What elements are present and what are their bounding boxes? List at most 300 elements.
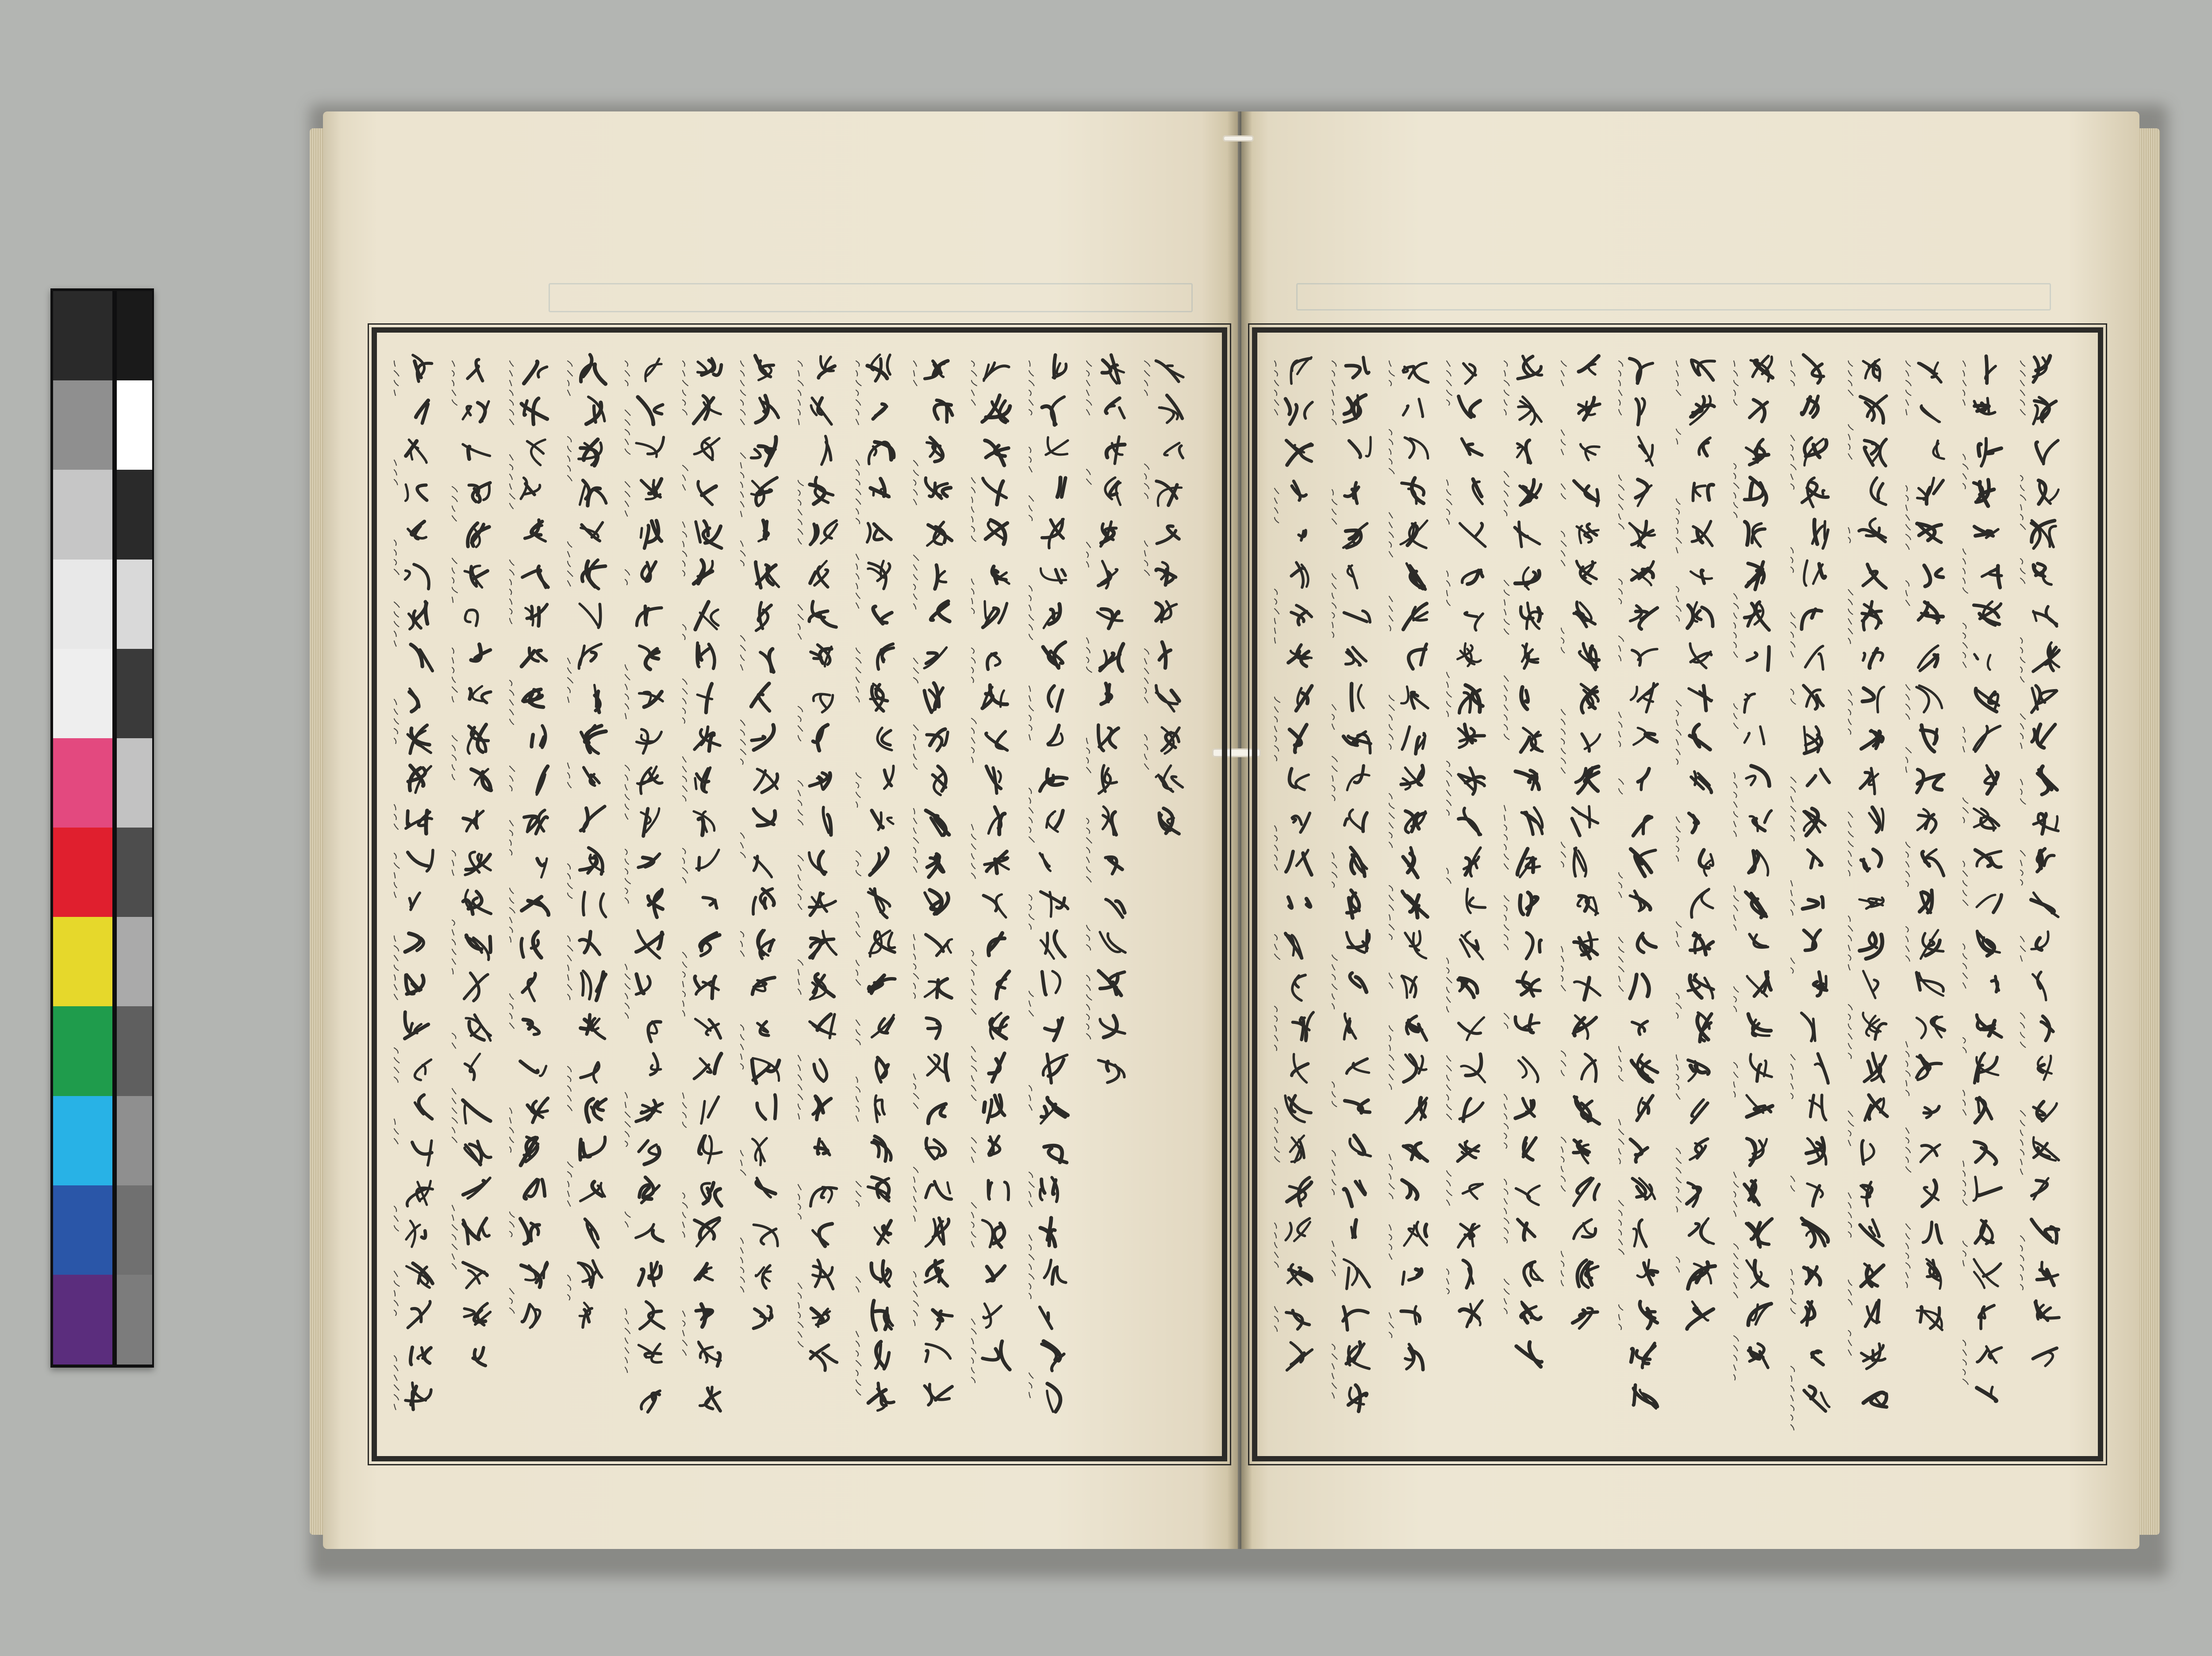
- brush-glyph: [978, 1173, 1015, 1210]
- furigana-reading: [566, 1160, 574, 1218]
- brush-glyph: [1912, 967, 1949, 1004]
- furigana-reading: [1961, 859, 1969, 915]
- furigana-reading: [566, 359, 574, 403]
- furigana-reading: [392, 934, 400, 1007]
- brush-glyph: [920, 391, 957, 429]
- brush-glyph: [1912, 1008, 1949, 1046]
- brush-glyph: [862, 350, 899, 387]
- furigana-reading: [2019, 1109, 2027, 1182]
- furigana-reading: [1502, 674, 1510, 743]
- furigana-reading: [1674, 1255, 1682, 1284]
- furigana-reading: [1559, 708, 1567, 782]
- brush-glyph: [747, 762, 784, 799]
- brush-glyph: [2027, 638, 2064, 675]
- brush-glyph: [1281, 1132, 1318, 1169]
- brush-glyph: [689, 721, 726, 758]
- brush-glyph: [1740, 391, 1777, 429]
- brush-glyph: [1912, 597, 1949, 634]
- brush-glyph: [862, 391, 899, 429]
- furigana-reading: [1330, 755, 1338, 809]
- furigana-reading: [1904, 1126, 1912, 1177]
- grey-patch: [117, 1096, 152, 1186]
- brush-glyph: [1797, 1132, 1834, 1169]
- brush-glyph: [804, 1008, 841, 1046]
- furigana-reading: [1502, 1092, 1510, 1157]
- brush-glyph: [1510, 1214, 1548, 1251]
- text-column: [1502, 350, 1555, 1430]
- furigana-reading: [1674, 1053, 1682, 1109]
- brush-glyph: [1855, 1214, 1892, 1251]
- brush-glyph: [574, 679, 611, 717]
- brush-glyph: [1093, 597, 1130, 634]
- brush-glyph: [1453, 885, 1490, 922]
- brush-glyph: [1969, 885, 2006, 922]
- furigana-reading: [2019, 849, 2027, 895]
- brush-glyph: [516, 1296, 553, 1334]
- furigana-reading: [1085, 816, 1093, 890]
- brush-glyph: [1567, 1132, 1605, 1169]
- furigana-reading: [1904, 1222, 1912, 1296]
- brush-glyph: [804, 1091, 841, 1128]
- grey-patch: [117, 1006, 152, 1096]
- brush-glyph: [2027, 391, 2064, 429]
- furigana-reading: [1273, 359, 1281, 419]
- brush-glyph: [1567, 844, 1605, 881]
- brush-glyph: [1625, 803, 1662, 840]
- brush-glyph: [1912, 638, 1949, 675]
- brush-glyph: [1625, 844, 1662, 881]
- brush-glyph: [747, 350, 784, 387]
- furigana-reading: [1273, 824, 1281, 876]
- brush-glyph: [1395, 1214, 1432, 1251]
- brush-glyph: [1567, 556, 1605, 593]
- grey-patch: [117, 560, 152, 649]
- brush-glyph: [747, 597, 784, 634]
- brush-glyph: [978, 762, 1015, 799]
- brush-glyph: [1855, 885, 1892, 922]
- color-patch: [53, 649, 112, 739]
- furigana-reading: [508, 453, 516, 521]
- brush-glyph: [1855, 391, 1892, 429]
- brush-glyph: [574, 1255, 611, 1292]
- brush-glyph: [978, 1091, 1015, 1128]
- furigana-reading: [1789, 611, 1797, 664]
- brush-glyph: [1281, 391, 1318, 429]
- brush-glyph: [574, 885, 611, 922]
- brush-glyph: [458, 1296, 495, 1334]
- brush-glyph: [1912, 885, 1949, 922]
- brush-glyph: [804, 762, 841, 799]
- brush-glyph: [1510, 638, 1548, 675]
- brush-glyph: [400, 1173, 438, 1210]
- brush-glyph: [689, 556, 726, 593]
- text-column: [450, 350, 503, 1430]
- brush-glyph: [400, 1214, 438, 1251]
- brush-glyph: [747, 515, 784, 552]
- brush-glyph: [747, 679, 784, 717]
- color-reference-target: [50, 288, 154, 1368]
- brush-glyph: [689, 391, 726, 429]
- brush-glyph: [1035, 844, 1072, 881]
- brush-glyph: [2027, 844, 2064, 881]
- brush-glyph: [1969, 391, 2006, 429]
- brush-glyph: [1625, 926, 1662, 963]
- brush-glyph: [1797, 1255, 1834, 1292]
- brush-glyph: [804, 1338, 841, 1375]
- furigana-reading: [1674, 359, 1682, 402]
- brush-glyph: [2027, 679, 2064, 717]
- brush-glyph: [862, 1091, 899, 1128]
- brush-glyph: [1740, 967, 1777, 1004]
- brush-glyph: [862, 1338, 899, 1375]
- furigana-reading: [912, 1270, 920, 1336]
- brush-glyph: [458, 1008, 495, 1046]
- brush-glyph: [574, 515, 611, 552]
- furigana-reading: [796, 1281, 804, 1353]
- brush-glyph: [804, 844, 841, 881]
- text-column: [566, 350, 619, 1430]
- brush-glyph: [1395, 1338, 1432, 1375]
- furigana-reading: [623, 763, 631, 826]
- brush-glyph: [1035, 803, 1072, 840]
- furigana-reading: [796, 779, 804, 834]
- brush-glyph: [747, 885, 784, 922]
- text-column: [623, 350, 676, 1430]
- brush-glyph: [1281, 1050, 1318, 1087]
- brush-glyph: [862, 803, 899, 840]
- brush-glyph: [1510, 1050, 1548, 1087]
- brush-glyph: [400, 597, 438, 634]
- brush-glyph: [400, 721, 438, 758]
- brush-glyph: [747, 474, 784, 511]
- brush-glyph: [1912, 556, 1949, 593]
- brush-glyph: [804, 803, 841, 840]
- brush-glyph: [400, 803, 438, 840]
- brush-glyph: [516, 967, 553, 1004]
- brush-glyph: [1682, 391, 1720, 429]
- brush-glyph: [689, 967, 726, 1004]
- brush-glyph: [1510, 1132, 1548, 1169]
- furigana-reading: [1387, 511, 1395, 560]
- brush-glyph: [1969, 1379, 2006, 1416]
- brush-glyph: [1682, 1296, 1720, 1334]
- brush-glyph: [1625, 556, 1662, 593]
- brush-glyph: [978, 803, 1015, 840]
- color-patch: [53, 828, 112, 917]
- brush-glyph: [2027, 433, 2064, 470]
- brush-glyph: [804, 1214, 841, 1251]
- brush-glyph: [1453, 556, 1490, 593]
- text-column: [970, 350, 1023, 1430]
- brush-glyph: [747, 1255, 784, 1292]
- brush-glyph: [1855, 1338, 1892, 1375]
- brush-glyph: [689, 433, 726, 470]
- furigana-reading: [508, 764, 516, 796]
- furigana-reading: [739, 1236, 747, 1295]
- brush-glyph: [1625, 597, 1662, 634]
- brush-glyph: [1395, 597, 1432, 634]
- furigana-reading: [566, 761, 574, 799]
- brush-glyph: [2027, 597, 2064, 634]
- brush-glyph: [1912, 433, 1949, 470]
- brush-glyph: [1855, 1296, 1892, 1334]
- brush-glyph: [458, 1338, 495, 1375]
- brush-glyph: [920, 597, 957, 634]
- brush-glyph: [1453, 1091, 1490, 1128]
- brush-glyph: [400, 844, 438, 881]
- furigana-reading: [623, 1210, 631, 1239]
- brush-glyph: [516, 1214, 553, 1251]
- text-column: [1445, 350, 1498, 1430]
- furigana-reading: [1847, 1278, 1855, 1308]
- brush-glyph: [1395, 1132, 1432, 1169]
- brush-glyph: [1969, 433, 2006, 470]
- brush-glyph: [689, 515, 726, 552]
- brush-glyph: [689, 1173, 726, 1210]
- brush-glyph: [747, 1173, 784, 1210]
- brush-glyph: [1912, 350, 1949, 387]
- brush-glyph: [1395, 350, 1432, 387]
- furigana-reading: [1674, 427, 1682, 454]
- brush-glyph: [516, 597, 553, 634]
- brush-glyph: [804, 1296, 841, 1334]
- brush-glyph: [631, 1296, 668, 1334]
- furigana-reading: [1789, 1174, 1797, 1203]
- brush-glyph: [1281, 515, 1318, 552]
- brush-glyph: [920, 1173, 957, 1210]
- brush-glyph: [1625, 967, 1662, 1004]
- brush-glyph: [1855, 1173, 1892, 1210]
- brush-glyph: [1567, 1173, 1605, 1210]
- brush-glyph: [1395, 926, 1432, 963]
- brush-glyph: [1740, 1255, 1777, 1292]
- furigana-reading: [2019, 636, 2027, 688]
- furigana-reading: [681, 1091, 689, 1137]
- furigana-reading: [1387, 1311, 1395, 1349]
- brush-glyph: [516, 679, 553, 717]
- brush-glyph: [574, 844, 611, 881]
- brush-glyph: [747, 391, 784, 429]
- furigana-reading: [1559, 1135, 1567, 1199]
- brush-glyph: [1338, 1008, 1375, 1046]
- furigana-reading: [392, 600, 400, 653]
- furigana-reading: [2019, 1234, 2027, 1295]
- brush-glyph: [458, 721, 495, 758]
- brush-glyph: [1912, 1255, 1949, 1292]
- furigana-reading: [623, 847, 631, 913]
- brush-glyph: [1035, 391, 1072, 429]
- brush-glyph: [1625, 1255, 1662, 1292]
- brush-glyph: [747, 433, 784, 470]
- brush-glyph: [1912, 1173, 1949, 1210]
- brush-glyph: [1151, 597, 1188, 634]
- furigana-reading: [1445, 1054, 1453, 1128]
- furigana-reading: [970, 476, 978, 551]
- brush-glyph: [516, 391, 553, 429]
- furigana-reading: [854, 552, 862, 613]
- brush-glyph: [804, 515, 841, 552]
- brush-glyph: [1625, 391, 1662, 429]
- text-column: [1617, 350, 1670, 1430]
- brush-glyph: [1453, 1050, 1490, 1087]
- furigana-reading: [450, 556, 458, 611]
- brush-glyph: [400, 433, 438, 470]
- brush-glyph: [574, 474, 611, 511]
- furigana-reading: [970, 823, 978, 889]
- furigana-reading: [1674, 1146, 1682, 1221]
- brush-glyph: [516, 885, 553, 922]
- brush-glyph: [1093, 391, 1130, 429]
- furigana-reading: [1617, 577, 1625, 614]
- brush-glyph: [1740, 638, 1777, 675]
- brush-glyph: [862, 556, 899, 593]
- brush-glyph: [631, 350, 668, 387]
- furigana-reading: [1732, 771, 1740, 839]
- brush-glyph: [1797, 926, 1834, 963]
- furigana-reading: [623, 1091, 631, 1157]
- furigana-reading: [450, 1204, 458, 1278]
- brush-glyph: [747, 1050, 784, 1087]
- furigana-reading: [854, 849, 862, 886]
- furigana-reading: [1027, 1371, 1035, 1403]
- furigana-reading: [739, 359, 747, 431]
- brush-glyph: [1567, 1050, 1605, 1087]
- furigana-reading: [450, 734, 458, 790]
- brush-glyph: [2027, 1338, 2064, 1375]
- brush-glyph: [1453, 1173, 1490, 1210]
- furigana-reading: [1674, 497, 1682, 564]
- brush-glyph: [1281, 721, 1318, 758]
- furigana-reading: [1027, 989, 1035, 1025]
- brush-glyph: [1338, 1296, 1375, 1334]
- brush-glyph: [1510, 1296, 1548, 1334]
- text-column: [1330, 350, 1383, 1430]
- text-column: [854, 350, 907, 1430]
- furigana-reading: [1273, 1221, 1281, 1272]
- furigana-reading: [1330, 1080, 1338, 1112]
- furigana-reading: [854, 646, 862, 713]
- brush-glyph: [400, 391, 438, 429]
- brush-glyph: [1682, 556, 1720, 593]
- furigana-reading: [1502, 1012, 1510, 1040]
- brush-glyph: [689, 1008, 726, 1046]
- brush-glyph: [1453, 803, 1490, 840]
- brush-glyph: [1151, 762, 1188, 799]
- furigana-reading: [623, 359, 631, 389]
- show-through-illustration: [549, 283, 1193, 312]
- brush-glyph: [1453, 1296, 1490, 1334]
- brush-glyph: [1740, 556, 1777, 593]
- brush-glyph: [862, 638, 899, 675]
- brush-glyph: [400, 762, 438, 799]
- brush-glyph: [804, 391, 841, 429]
- furigana-reading: [1847, 914, 1855, 975]
- brush-glyph: [2027, 926, 2064, 963]
- brush-glyph: [1855, 1379, 1892, 1416]
- brush-glyph: [1035, 474, 1072, 511]
- brush-glyph: [1682, 433, 1720, 470]
- furigana-reading: [1559, 529, 1567, 568]
- furigana-reading: [681, 464, 689, 496]
- brush-glyph: [1625, 515, 1662, 552]
- furigana-reading: [912, 359, 920, 390]
- brush-glyph: [1093, 885, 1130, 922]
- brush-glyph: [1338, 391, 1375, 429]
- text-column: [1847, 350, 1900, 1430]
- furigana-reading: [1445, 569, 1453, 612]
- furigana-reading: [1904, 746, 1912, 783]
- furigana-reading: [1559, 428, 1567, 461]
- brush-glyph: [920, 474, 957, 511]
- brush-glyph: [516, 474, 553, 511]
- brush-glyph: [1682, 967, 1720, 1004]
- brush-glyph: [920, 1091, 957, 1128]
- brush-glyph: [631, 1050, 668, 1087]
- furigana-reading: [1273, 487, 1281, 527]
- brush-glyph: [2027, 556, 2064, 593]
- brush-glyph: [862, 474, 899, 511]
- furigana-reading: [854, 1330, 862, 1403]
- grey-patch: [117, 380, 152, 470]
- brush-glyph: [1453, 638, 1490, 675]
- brush-glyph: [978, 1050, 1015, 1087]
- brush-glyph: [978, 721, 1015, 758]
- brush-glyph: [862, 844, 899, 881]
- brush-glyph: [1281, 1296, 1318, 1334]
- color-patch: [53, 917, 112, 1007]
- brush-glyph: [920, 1008, 957, 1046]
- brush-glyph: [1035, 1338, 1072, 1375]
- furigana-reading: [1387, 1024, 1395, 1095]
- brush-glyph: [516, 1255, 553, 1292]
- brush-glyph: [1682, 1132, 1720, 1169]
- furigana-reading: [1085, 736, 1093, 782]
- brush-glyph: [1338, 679, 1375, 717]
- brush-glyph: [1567, 885, 1605, 922]
- brush-glyph: [1797, 803, 1834, 840]
- brush-glyph: [920, 350, 957, 387]
- furigana-reading: [1445, 671, 1453, 726]
- brush-glyph: [689, 1132, 726, 1169]
- brush-glyph: [1567, 679, 1605, 717]
- brush-glyph: [458, 1255, 495, 1292]
- brush-glyph: [1797, 762, 1834, 799]
- furigana-reading: [1143, 359, 1151, 401]
- brush-glyph: [1625, 433, 1662, 470]
- brush-glyph: [1969, 556, 2006, 593]
- furigana-reading: [1961, 1239, 1969, 1270]
- brush-glyph: [1093, 350, 1130, 387]
- brush-glyph: [1969, 1132, 2006, 1169]
- furigana-reading: [450, 485, 458, 525]
- brush-glyph: [1035, 1173, 1072, 1210]
- brush-glyph: [1035, 967, 1072, 1004]
- brush-glyph: [1855, 844, 1892, 881]
- furigana-reading: [1904, 359, 1912, 418]
- brush-glyph: [1453, 679, 1490, 717]
- brush-glyph: [1338, 803, 1375, 840]
- brush-glyph: [1395, 1173, 1432, 1210]
- furigana-reading: [796, 479, 804, 549]
- brush-glyph: [689, 350, 726, 387]
- brush-glyph: [978, 926, 1015, 963]
- brush-glyph: [631, 556, 668, 593]
- furigana-reading: [2019, 1011, 2027, 1058]
- brush-glyph: [978, 638, 1015, 675]
- furigana-reading: [1387, 971, 1395, 999]
- brush-glyph: [400, 1379, 438, 1416]
- grey-patch: [117, 828, 152, 917]
